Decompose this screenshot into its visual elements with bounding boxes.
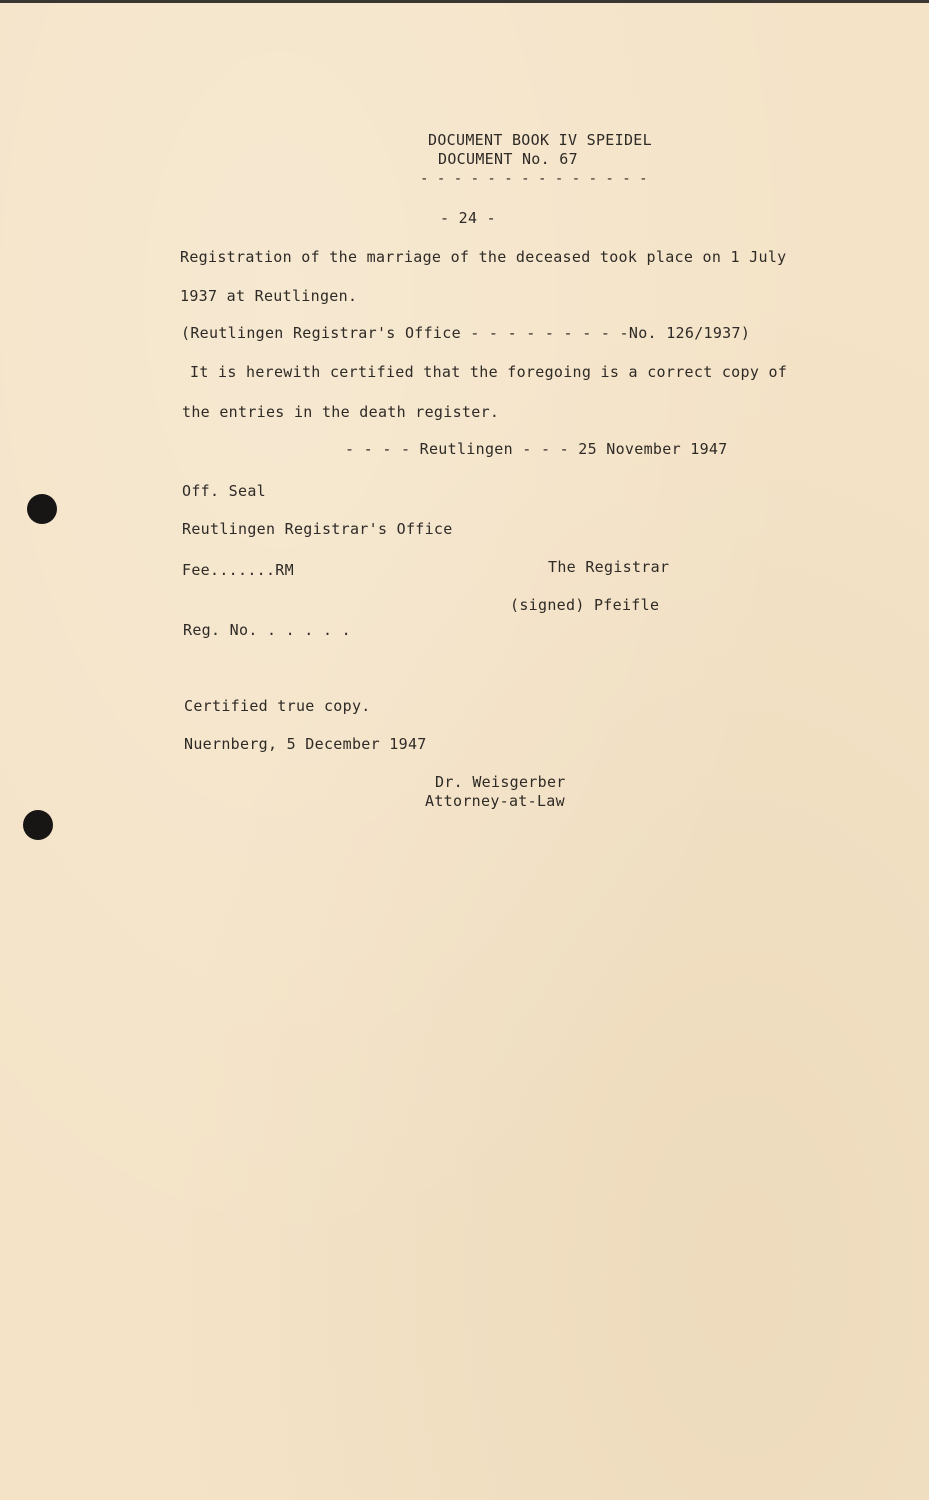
registrar-signature: (signed) Pfeifle [510,596,660,614]
scan-top-edge [0,0,929,3]
registrar-office: Reutlingen Registrar's Office [182,520,453,538]
certification-line: It is herewith certified that the foregoing is a correct copy of [190,363,788,381]
registration-number: Reg. No. . . . . . [183,621,351,639]
certification-place-date: Nuernberg, 5 December 1947 [184,735,427,753]
body-paragraph-line: Registration of the marriage of the deceased took place on 1 July [180,248,787,266]
official-seal-label: Off. Seal [182,482,266,500]
place-and-date: - - - - Reutlingen - - - 25 November 1947 [345,440,728,458]
body-paragraph-line: 1937 at Reutlingen. [180,287,358,305]
header-rule: - - - - - - - - - - - - - - [420,171,648,187]
registrar-title: The Registrar [548,558,670,576]
certified-true-copy: Certified true copy. [184,697,371,715]
registry-reference: (Reutlingen Registrar's Office - - - - - - - - -No. 126/1937) [181,324,751,342]
certification-line: the entries in the death register. [182,403,500,421]
fee-line: Fee.......RM [182,561,294,579]
attorney-title: Attorney-at-Law [425,792,565,810]
document-book-title: DOCUMENT BOOK IV SPEIDEL [428,131,652,149]
page-number: - 24 - [440,209,496,227]
attorney-name: Dr. Weisgerber [435,773,566,791]
document-number: DOCUMENT No. 67 [438,150,578,168]
punch-hole-icon [23,810,53,840]
punch-hole-icon [27,494,57,524]
